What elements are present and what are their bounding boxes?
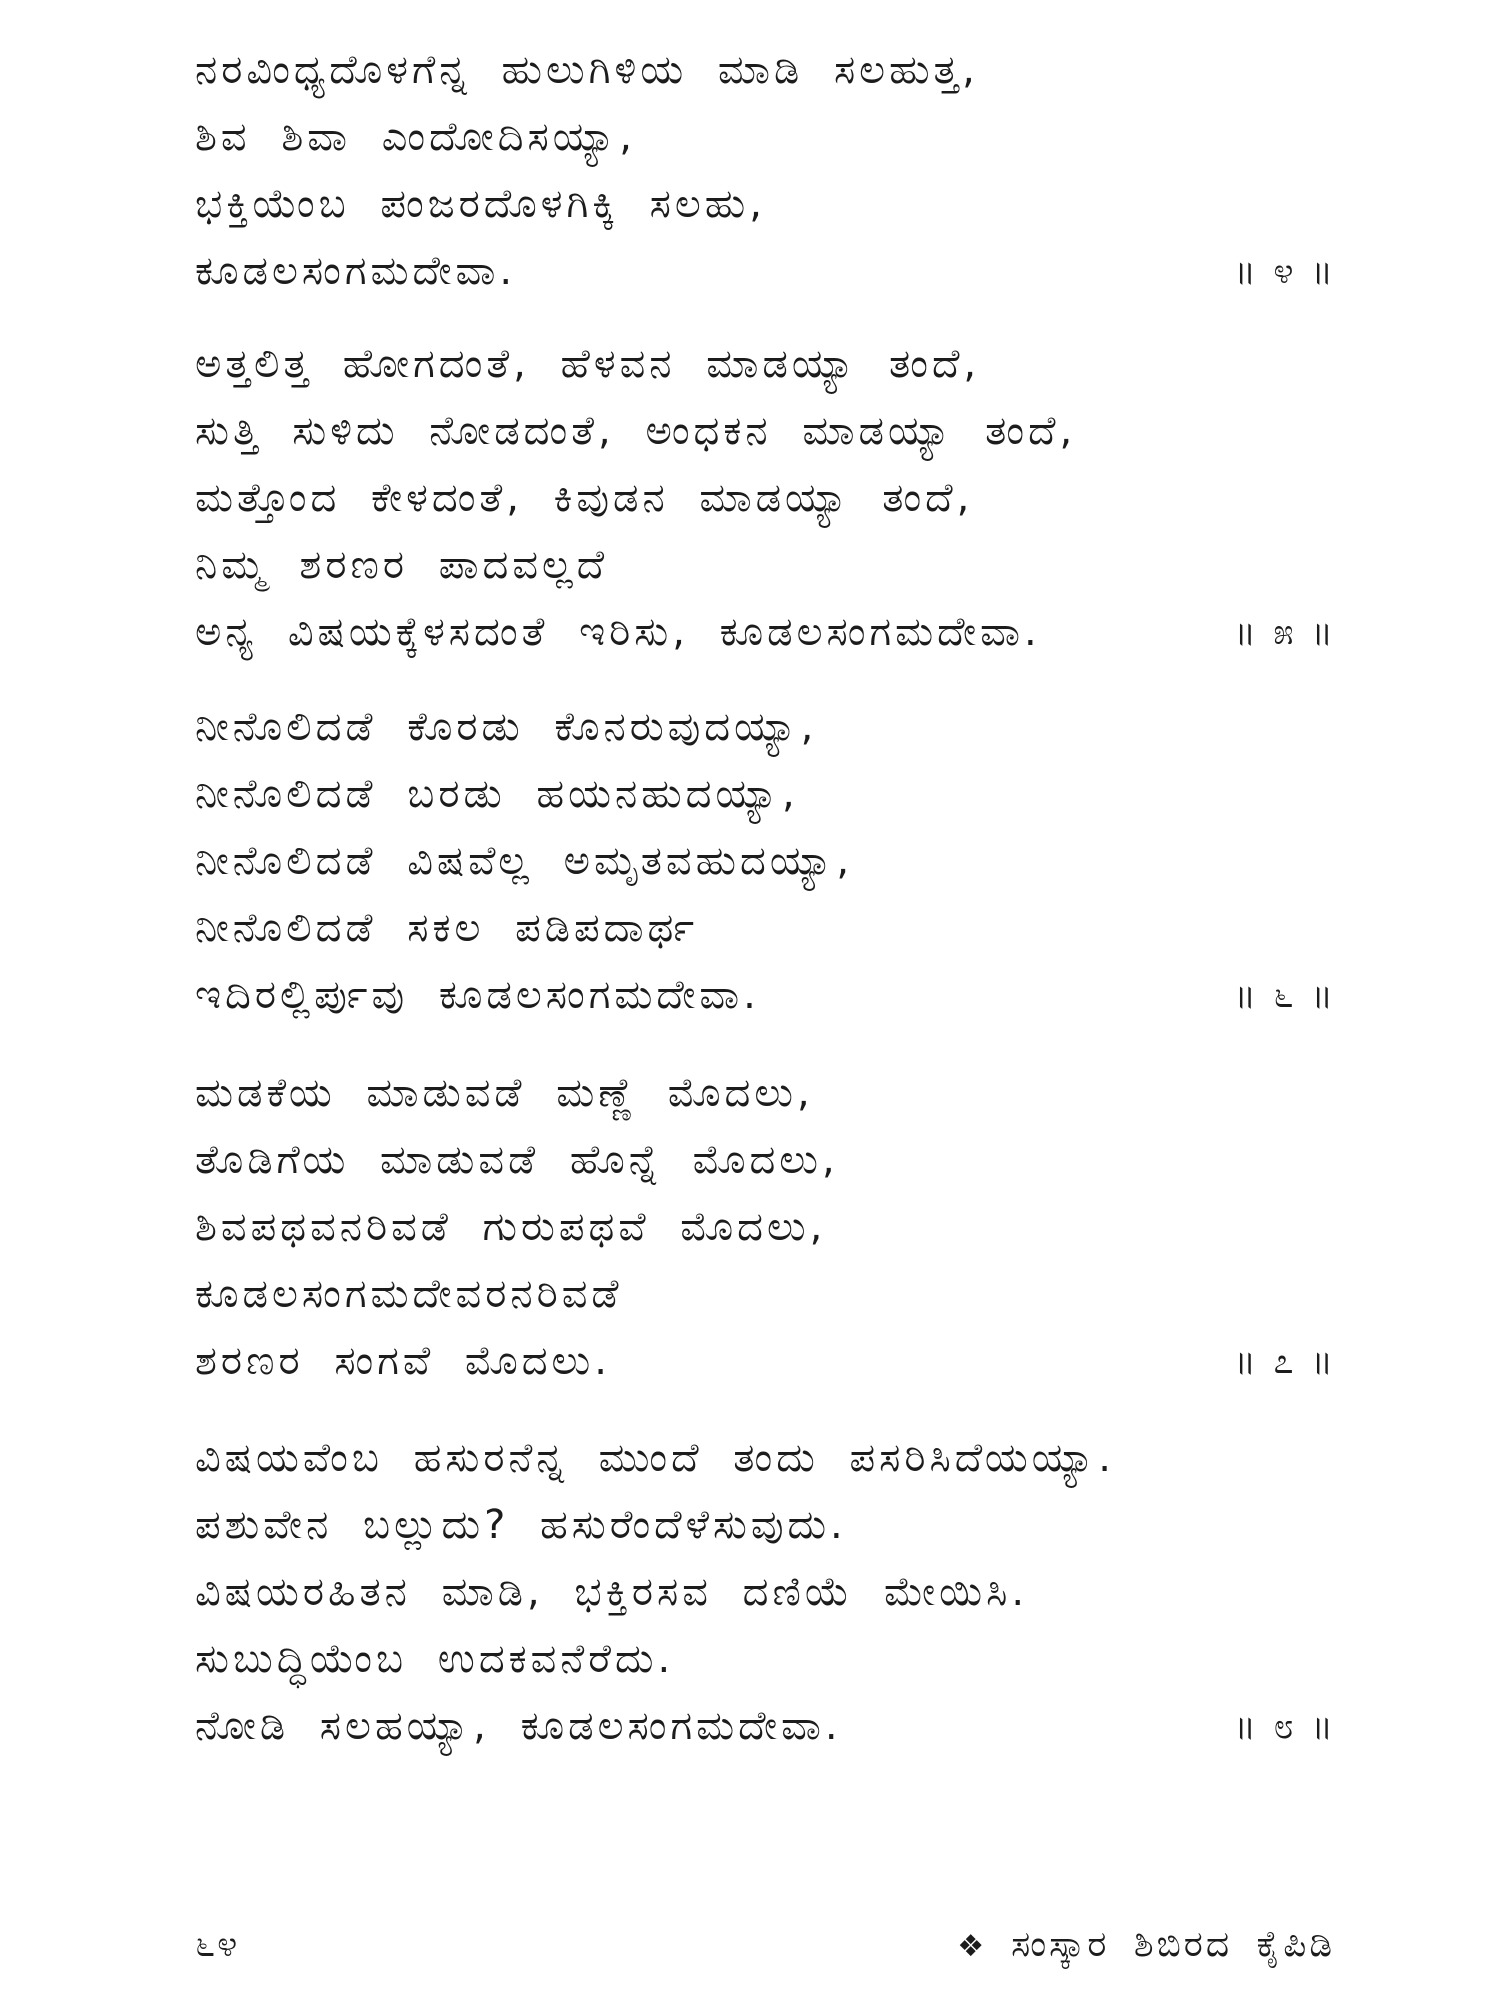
- verse-line: ವಿಷಯರಹಿತನ ಮಾಡಿ, ಭಕ್ತಿರಸವ ದಣಿಯೆ ಮೇಯಿಸಿ.: [195, 1569, 1029, 1615]
- verse-line: ನರವಿಂಧ್ಯದೊಳಗೆನ್ನ ಹುಲುಗಿಳಿಯ ಮಾಡಿ ಸಲಹುತ್ತ,: [195, 47, 979, 93]
- verse-line: ಕೂಡಲಸಂಗಮದೇವರನರಿವಡೆ: [195, 1271, 623, 1317]
- book-title: ಸಂಸ್ಕಾರ ಶಿಬಿರದ ಕೈಪಿಡಿ: [1011, 1924, 1335, 1965]
- verse-8: [195, 1425, 1335, 1760]
- verse-line: ಅನ್ಯ ವಿಷಯಕ್ಕೆಳಸದಂತೆ ಇರಿಸು, ಕೂಡಲಸಂಗಮದೇವಾ. ॥ ೫ ॥: [195, 599, 1335, 666]
- verse-line: ಇದಿರಲ್ಲಿರ್ಪುವು ಕೂಡಲಸಂಗಮದೇವಾ. ॥ ೬ ॥: [195, 962, 1335, 1029]
- verse-4: [195, 37, 1335, 305]
- verse-number: ॥ ೪ ॥: [1234, 251, 1335, 292]
- page-footer: [195, 1915, 1335, 1975]
- verse-line: ಶಿವ ಶಿವಾ ಎಂದೋದಿಸಯ್ಯಾ,: [195, 114, 636, 160]
- running-title: [957, 1915, 1335, 1977]
- page-number: ೬೪: [195, 1924, 240, 1965]
- verse-number: ॥ ೮ ॥: [1234, 1706, 1335, 1747]
- verse-number: ॥ ೫ ॥: [1234, 612, 1335, 653]
- verse-number: ॥ ೭ ॥: [1234, 1341, 1335, 1382]
- verse-line: ನಿಮ್ಮ ಶರಣರ ಪಾದವಲ್ಲದೆ: [195, 542, 609, 588]
- verse-line: ಶಿವಪಥವನರಿವಡೆ ಗುರುಪಥವೆ ಮೊದಲು,: [195, 1204, 827, 1250]
- verse-line: ಮಡಕೆಯ ಮಾಡುವಡೆ ಮಣ್ಣೆ ಮೊದಲು,: [195, 1070, 814, 1116]
- verse-line: ತೊಡಿಗೆಯ ಮಾಡುವಡೆ ಹೊನ್ನೆ ಮೊದಲು,: [195, 1137, 839, 1183]
- verse-6: [195, 694, 1335, 1029]
- verse-line: ಶರಣರ ಸಂಗವೆ ಮೊದಲು. ॥ ೭ ॥: [195, 1328, 1335, 1395]
- verse-line: ಸುತ್ತಿ ಸುಳಿದು ನೋಡದಂತೆ, ಅಂಧಕನ ಮಾಡಯ್ಯಾ ತಂದೆ,: [195, 408, 1077, 454]
- verse-line: ನೋಡಿ ಸಲಹಯ್ಯಾ, ಕೂಡಲಸಂಗಮದೇವಾ. ॥ ೮ ॥: [195, 1693, 1335, 1760]
- verse-line: ನೀನೊಲಿದಡೆ ಬರಡು ಹಯನಹುದಯ್ಯಾ,: [195, 771, 799, 817]
- verse-line: ನೀನೊಲಿದಡೆ ಸಕಲ ಪಡಿಪದಾರ್ಥ: [195, 905, 699, 951]
- verse-line: ಕೂಡಲಸಂಗಮದೇವಾ. ॥ ೪ ॥: [195, 238, 1335, 305]
- verse-7: [195, 1060, 1335, 1395]
- verse-line: ಭಕ್ತಿಯೆಂಬ ಪಂಜರದೊಳಗಿಕ್ಕಿ ಸಲಹು,: [195, 181, 766, 227]
- verse-line: ಅತ್ತಲಿತ್ತ ಹೋಗದಂತೆ, ಹೆಳವನ ಮಾಡಯ್ಯಾ ತಂದೆ,: [195, 341, 981, 387]
- ornament-icon: ❖: [957, 1929, 988, 1964]
- verse-line: ವಿಷಯವೆಂಬ ಹಸುರನೆನ್ನ ಮುಂದೆ ತಂದು ಪಸರಿಸಿದೆಯಯ್ಯಾ.: [195, 1435, 1115, 1481]
- verse-line: ಪಶುವೇನ ಬಲ್ಲುದು? ಹಸುರೆಂದೆಳೆಸುವುದು.: [195, 1502, 847, 1548]
- verse-line: ನೀನೊಲಿದಡೆ ವಿಷವೆಲ್ಲ ಅಮೃತವಹುದಯ್ಯಾ,: [195, 838, 854, 884]
- verse-line: ಮತ್ತೊಂದ ಕೇಳದಂತೆ, ಕಿವುಡನ ಮಾಡಯ್ಯಾ ತಂದೆ,: [195, 475, 974, 521]
- verse-number: ॥ ೬ ॥: [1234, 975, 1335, 1016]
- verse-5: [195, 331, 1335, 666]
- verse-line: ನೀನೊಲಿದಡೆ ಕೊರಡು ಕೊನರುವುದಯ್ಯಾ,: [195, 704, 818, 750]
- verse-line: ಸುಬುದ್ಧಿಯೆಂಬ ಉದಕವನೆರೆದು.: [195, 1636, 675, 1682]
